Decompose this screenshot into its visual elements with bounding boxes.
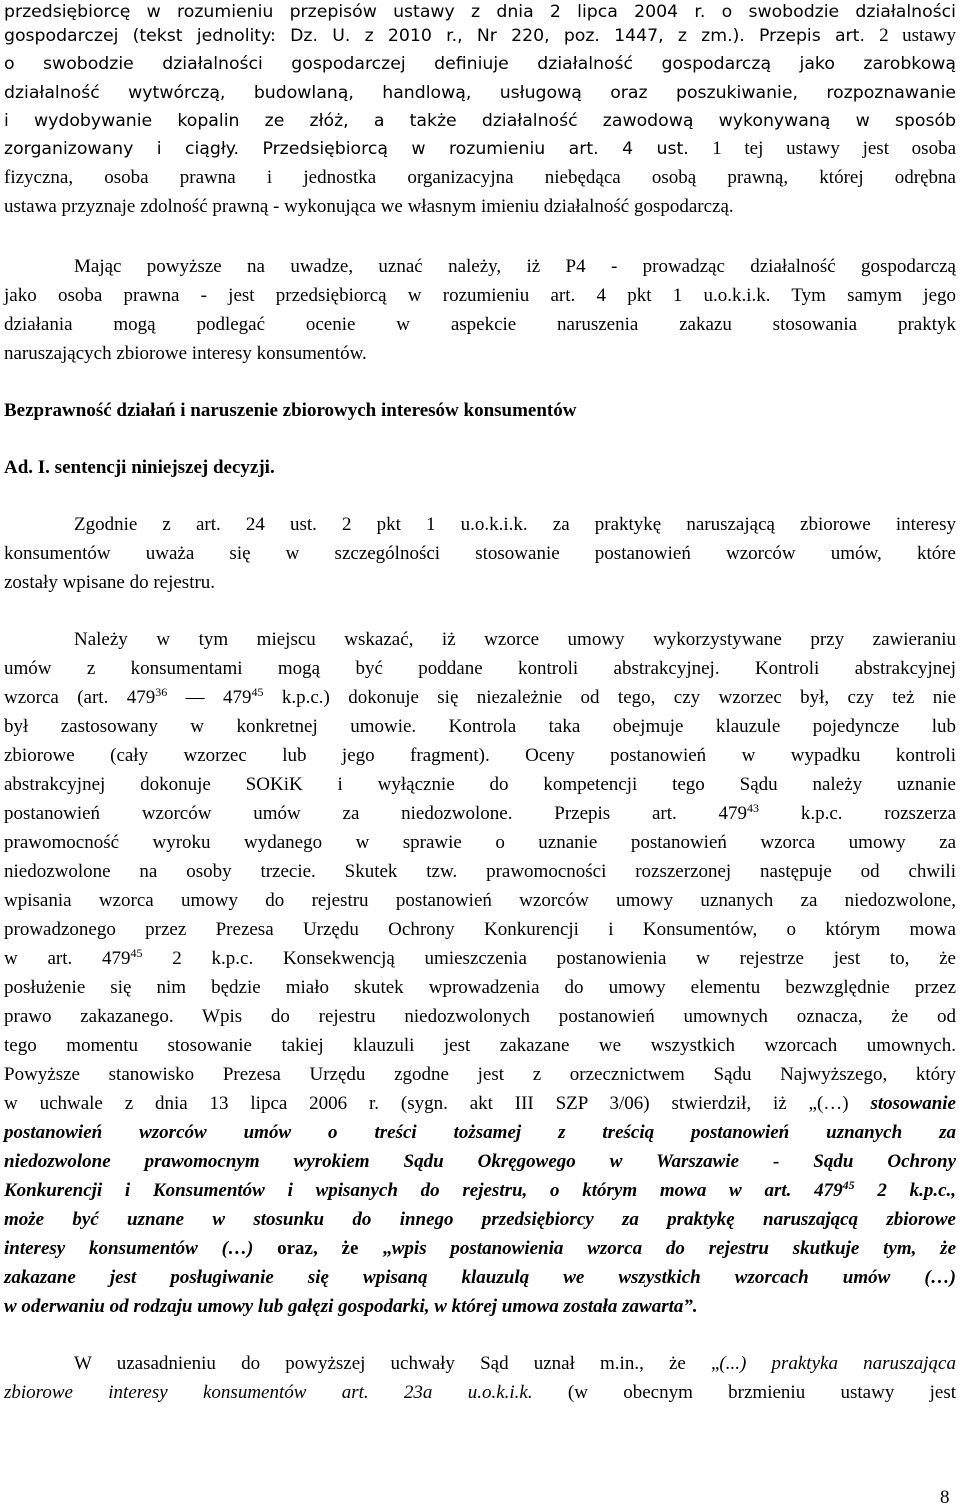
text-line: w uchwale z dnia 13 lipca 2006 r. (sygn. akt III SZP 3/06) stwierdził, iż „(…) stosowanie bbox=[4, 1093, 956, 1114]
text-line: posłużenie się nim będzie miało skutek wprowadzenia do umowy elementu bezwzględnie przez bbox=[4, 977, 956, 998]
text-line: postanowień wzorców umów za niedozwolone. Przepis art. $479^{43}$ k.p.c. rozszerza bbox=[4, 801, 956, 824]
quote-line: Konkurencji i Konsumentów i wpisanych do rejestru, o którym mowa w art. $479^{45}$ 2 k.p.c., bbox=[4, 1178, 956, 1201]
text-line: tego momentu stosowanie takiej klauzuli jest zakazane we wszystkich wzorcach umownych. bbox=[4, 1035, 956, 1056]
text-line: działalność wytwórczą, budowlaną, handlową, usługową oraz poszukiwanie, rozpoznawanie bbox=[4, 83, 956, 103]
quote-line: może być uznane w stosunku do innego przedsiębiorcy za praktykę naruszającą zbiorowe bbox=[4, 1209, 956, 1230]
text-line: prowadzonego przez Prezesa Urzędu Ochrony Konkurencji i Konsumentów, o którym mowa bbox=[4, 919, 956, 940]
text-line: zorganizowany i ciągły. Przedsiębiorcą w rozumieniu art. 4 ust. 1 tej ustawy jest osoba bbox=[4, 138, 956, 159]
section-heading: Bezprawność działań i naruszenie zbiorowych interesów konsumentów bbox=[4, 400, 577, 421]
text-line: ustawa przyznaje zdolność prawną - wykonująca we własnym imieniu działalność gospodarczą. bbox=[4, 196, 734, 217]
text-line: wzorca (art. $479^{36}$ — $479^{45}$ k.p.c.) dokonuje się niezależnie od tego, czy wzorzec był, czy też nie bbox=[4, 685, 957, 708]
text-line: był zastosowany w konkretnej umowie. Kontrola taka obejmuje klauzule pojedyncze lub bbox=[4, 716, 956, 737]
text-line: zbiorowe (cały wzorzec lub jego fragment). Oceny postanowień w wypadku kontroli bbox=[4, 745, 956, 766]
text-line: wpisania wzorca umowy do rejestru postanowień wzorców umowy uznanych za niedozwolone, bbox=[4, 890, 956, 911]
text-line: naruszających zbiorowe interesy konsumentów. bbox=[4, 343, 367, 364]
text-line: przedsiębiorcę w rozumieniu przepisów ustawy z dnia 2 lipca 2004 r. o swobodzie działalności bbox=[4, 2, 956, 22]
text-line: zostały wpisane do rejestru. bbox=[4, 572, 216, 593]
text-line: jako osoba prawna - jest przedsiębiorcą w rozumieniu art. 4 pkt 1 u.o.k.i.k. Tym samym jego bbox=[4, 285, 956, 306]
text-line: umów z konsumentami mogą być poddane kontroli abstrakcyjnej. Kontroli abstrakcyjnej bbox=[4, 658, 956, 679]
quote-line: w oderwaniu od rodzaju umowy lub gałęzi gospodarki, w której umowa została zawarta”. bbox=[4, 1296, 698, 1317]
text-line: niedozwolone na osoby trzecie. Skutek tzw. prawomocności rozszerzonej następuje od chwili bbox=[4, 861, 956, 882]
text-line: gospodarczej (tekst jednolity: Dz. U. z 2010 r., Nr 220, poz. 1447, z zm.). Przepis art. 2 ustawy bbox=[4, 25, 956, 46]
text-line: W uzasadnieniu do powyższej uchwały Sąd uznał m.in., że „(...) praktyka naruszająca bbox=[74, 1353, 956, 1374]
text-line: o swobodzie działalności gospodarczej definiuje działalność gospodarczą jako zarobkową bbox=[4, 54, 956, 74]
quote-line: interesy konsumentów (…) oraz, że „wpis postanowienia wzorca do rejestru skutkuje tym, że bbox=[4, 1238, 956, 1259]
text-line: Mając powyższe na uwadze, uznać należy, iż P4 - prowadząc działalność gospodarczą bbox=[74, 256, 956, 277]
text-line: fizyczna, osoba prawna i jednostka organizacyjna niebędąca osobą prawną, której odrębna bbox=[4, 167, 956, 188]
text-line: w art. $479^{45}$ 2 k.p.c. Konsekwencją umieszczenia postanowienia w rejestrze jest to, że bbox=[4, 946, 956, 969]
page-number: 8 bbox=[940, 1487, 950, 1508]
text-line: Powyższe stanowisko Prezesa Urzędu zgodne jest z orzecznictwem Sądu Najwyższego, który bbox=[4, 1064, 956, 1085]
quote-line: niedozwolone prawomocnym wyrokiem Sądu Okręgowego w Warszawie - Sądu Ochrony bbox=[4, 1151, 956, 1172]
text-line: Zgodnie z art. 24 ust. 2 pkt 1 u.o.k.i.k. za praktykę naruszającą zbiorowe interesy bbox=[74, 514, 956, 535]
text-line: konsumentów uważa się w szczególności stosowanie postanowień wzorców umów, które bbox=[4, 543, 956, 564]
text-line: abstrakcyjnej dokonuje SOKiK i wyłącznie do kompetencji tego Sądu należy uznanie bbox=[4, 774, 956, 795]
quote-line: postanowień wzorców umów o treści tożsamej z treścią postanowień uznanych za bbox=[4, 1122, 956, 1143]
text-line: prawo zakazanego. Wpis do rejestru niedozwolonych postanowień umownych oznacza, że od bbox=[4, 1006, 956, 1027]
text-line: prawomocność wyroku wydanego w sprawie o uznanie postanowień wzorca umowy za bbox=[4, 832, 956, 853]
text-line: Należy w tym miejscu wskazać, iż wzorce umowy wykorzystywane przy zawieraniu bbox=[74, 629, 956, 650]
text-line: i wydobywanie kopalin ze złóż, a także działalność zawodową wykonywaną w sposób bbox=[4, 111, 956, 131]
quote-line: zakazane jest posługiwanie się wpisaną klauzulą we wszystkich wzorcach umów (…) bbox=[4, 1267, 956, 1288]
text-line: działania mogą podlegać ocenie w aspekcie naruszenia zakazu stosowania praktyk bbox=[4, 314, 956, 335]
subsection-heading: Ad. I. sentencji niniejszej decyzji. bbox=[4, 457, 275, 478]
text-line: zbiorowe interesy konsumentów art. 23a u.o.k.i.k. (w obecnym brzmieniu ustawy jest bbox=[4, 1382, 956, 1403]
